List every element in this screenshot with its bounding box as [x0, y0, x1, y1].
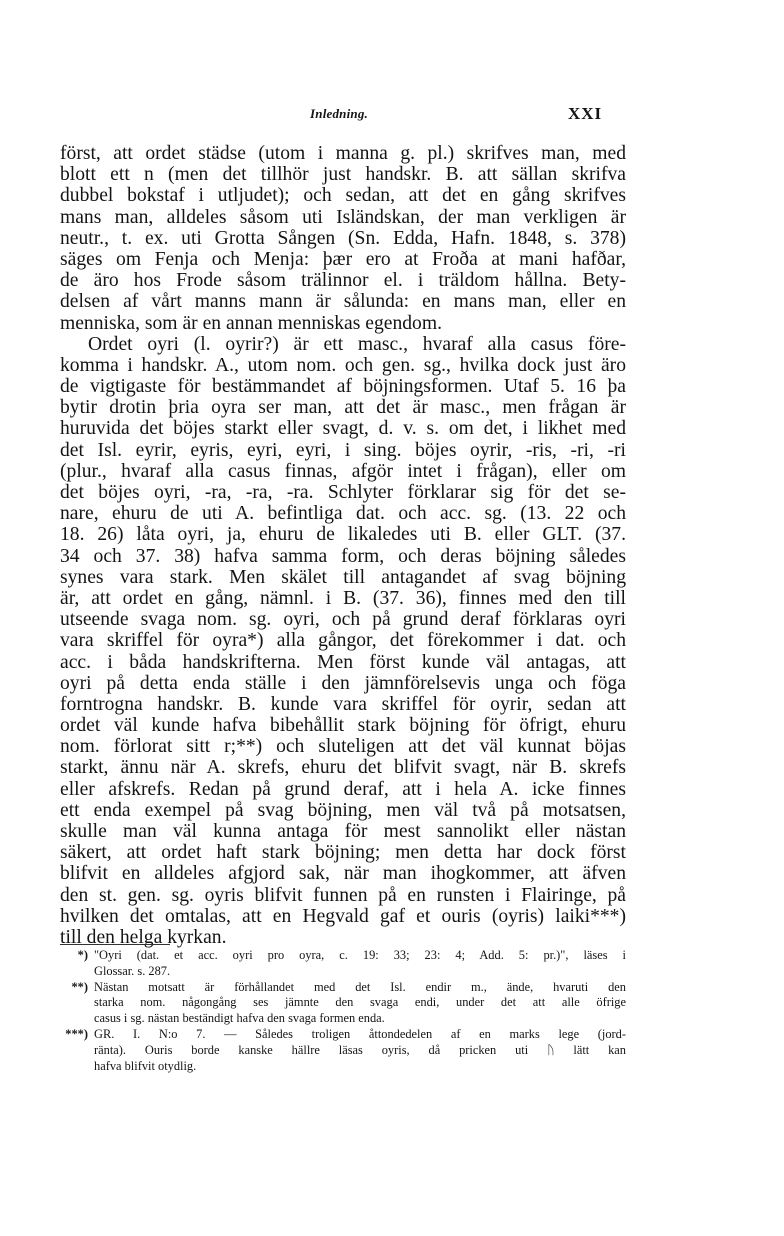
body-line: Ordet oyri (l. oyrir?) är ett masc., hvaraf alla casus före-	[88, 333, 626, 355]
body-line: 34 och 37. 38) hafva samma form, och deras böjning således	[60, 545, 626, 567]
footnote-line: Nästan motsatt är förhållandet med det Isl. endir m., ände, hvaruti den	[94, 979, 626, 994]
footnote	[60, 980, 626, 1027]
body-line: blott ett n (men det tillhör just handskr. B. att sällan skrifva	[60, 164, 626, 186]
body-line: den st. gen. sg. oyris blifvit funnen på en runsten i Flairinge, på	[60, 884, 626, 906]
body-line: de äro hos Frode såsom trälinnor el. i träldom hållna. Bety-	[60, 270, 626, 292]
body-line: nom. förlorat sitt r;**) och sluteligen att det väl kunnat böjas	[60, 736, 626, 758]
body-line: huruvida det böjes starkt eller svagt, d. v. s. om det, i likhet med	[60, 418, 626, 440]
footnote-mark: **)	[71, 979, 88, 994]
body-line: ordet väl kunde hafva bibehållit stark böjning för öfrigt, ehuru	[60, 715, 626, 737]
body-line: ett enda exempel på svag böjning, men väl två på motsatsen,	[60, 799, 626, 821]
body-line: det Isl. eyrir, eyris, eyri, eyri, i sing. böjes oyrir, -ris, -ri, -ri	[60, 439, 626, 461]
footnote-line: hafva blifvit otydlig.	[94, 1058, 197, 1073]
footnote-mark: ***)	[65, 1026, 88, 1041]
body-line: komma i handskr. A., utom nom. och gen. sg., hvilka dock just äro	[60, 354, 626, 376]
body-line: dubbel bokstaf i utljudet); och sedan, att det en gång skrifves	[60, 185, 626, 207]
body-line: neutr., t. ex. uti Grotta Sången (Sn. Edda, Hafn. 1848, s. 378)	[60, 227, 626, 249]
body-line: säges om Fenja och Menja: þær ero at Froða at mani hafðar,	[60, 248, 626, 270]
body-line: (plur., hvaraf alla casus finnas, afgör intet i frågan), eller om	[60, 460, 626, 482]
body-text	[60, 143, 626, 948]
body-line: oyri på detta enda ställe i den jämnförelsevis unga och föga	[60, 672, 626, 694]
running-header-title: Inledning.	[310, 106, 368, 121]
footnote-divider	[60, 944, 170, 945]
body-line: utseende svaga nom. sg. oyri, och på grund deraf förklaras oyri	[60, 609, 626, 631]
body-line: eller afskrefs. Redan på grund deraf, att i hela A. icke finnes	[60, 778, 626, 800]
body-line: vara skriffel för oyra*) alla gångor, det förekommer i dat. och	[60, 630, 626, 652]
body-line: starkt, ännu när A. skrefs, ehuru det blifvit svagt, när B. skrefs	[60, 757, 626, 779]
body-line: är, att ordet en gång, nämnl. i B. (37. 36), finnes med den till	[60, 587, 626, 609]
body-line: skulle man väl kunna antaga för mest sannolikt eller nästan	[60, 821, 626, 842]
footnote-line: casus i sg. nästan beständigt hafva den svaga formen enda.	[94, 1011, 385, 1026]
body-line: de vigtigaste för bestämmandet af böjningsformen. Utaf 5. 16 þa	[60, 376, 626, 398]
body-line: forntrogna handskr. B. kunde vara skriffel för oyrir, sedan att	[60, 693, 626, 715]
body-line: delsen af vårt manns mann är sålunda: en mans man, eller en	[60, 291, 626, 313]
footnote	[60, 1027, 626, 1074]
footnote-line: "Oyri (dat. et acc. oyri pro oyra, c. 19: 33; 23: 4; Add. 5: pr.)", läses i	[94, 948, 626, 962]
body-line: acc. i båda handskrifterna. Men först kunde väl antagas, att	[60, 651, 626, 673]
footnote-line: ränta). Ouris borde kanske hällre läsas oyris, då pricken uti ᚢ lätt kan	[94, 1042, 626, 1057]
footnote-mark: *)	[77, 948, 88, 962]
footnote-line: Glossar. s. 287.	[94, 963, 171, 978]
body-line: blifvit en alldeles afgjord sak, när man ihogkommer, att äfven	[60, 863, 626, 885]
body-line: synes vara stark. Men skälet till antagandet af svag böjning	[60, 566, 626, 588]
body-line: till den helga kyrkan.	[60, 926, 227, 948]
body-line: nare, ehuru de uti A. befintliga dat. och acc. sg. (13. 22 och	[60, 503, 626, 525]
footnote-line: GR. I. N:o 7. — Således troligen åttondedelen af en marks lege (jord-	[94, 1026, 626, 1041]
footnote-line: starka nom. någongång ses jämnte den svaga endi, under det att alle öfrige	[94, 995, 626, 1010]
body-line: först, att ordet städse (utom i manna g. pl.) skrifves man, med	[60, 143, 626, 164]
page-number: XXI	[568, 104, 603, 123]
body-line: hvilken det omtalas, att en Hegvald gaf et ouris (oyris) laiki***)	[60, 905, 626, 927]
body-line: det böjes oyri, -ra, -ra, -ra. Schlyter förklarar sig för det se-	[60, 482, 626, 503]
body-line: menniska, som är en annan menniskas egendom.	[60, 312, 442, 334]
footnotes	[60, 948, 626, 1074]
body-line: mans man, alldeles såsom uti Isländskan, der man verkligen är	[60, 206, 626, 228]
body-line: säkert, att ordet haft stark böjning; men detta har dock först	[60, 842, 626, 864]
footnote	[60, 948, 626, 980]
body-line: bytir drotin þria oyra ser man, att det är masc., men frågan är	[60, 397, 626, 419]
body-line: 18. 26) låta oyri, ja, ehuru de likaledes uti B. eller GLT. (37.	[60, 524, 626, 546]
